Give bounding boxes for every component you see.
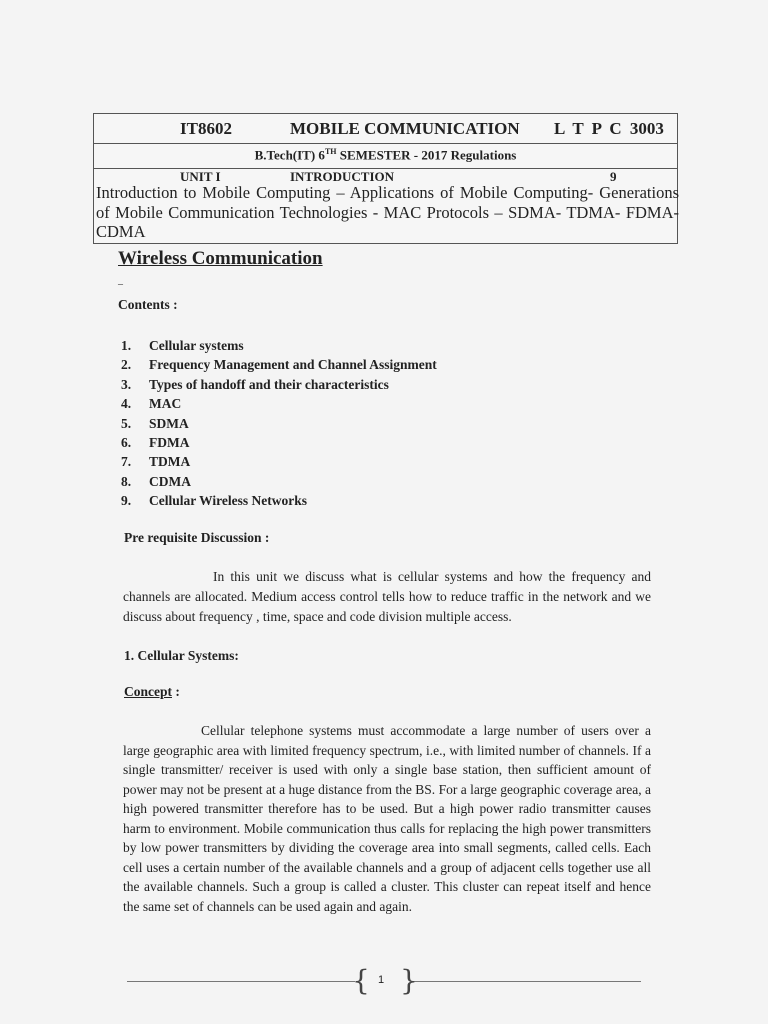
dash-mark: – bbox=[118, 279, 123, 290]
list-item: 1. Cellular systems bbox=[121, 338, 244, 353]
list-item: 2. Frequency Management and Channel Assignment bbox=[121, 357, 437, 373]
right-brace-icon: } bbox=[400, 964, 418, 997]
prereq-paragraph: In this unit we discuss what is cellular systems and how the frequency and channels are allocated. Medium access control tells how to reduce traffic in the network and we discuss about frequency , time, space and code division multiple access. bbox=[123, 569, 651, 624]
prereq-label: Pre requisite Discussion : bbox=[124, 530, 270, 545]
contents-label: Contents : bbox=[118, 297, 178, 312]
course-header-row bbox=[94, 114, 677, 144]
unit-title: INTRODUCTION bbox=[290, 169, 395, 184]
program-row bbox=[94, 143, 677, 169]
unit-hours: 9 bbox=[610, 169, 617, 184]
contents-list bbox=[121, 336, 437, 511]
ltpc-credits: L T P C 3003 bbox=[554, 119, 664, 138]
footer-rule-right bbox=[413, 981, 641, 982]
page-number: 1 bbox=[378, 974, 385, 986]
program-semester: B.Tech(IT) 6TH SEMESTER - 2017 Regulations bbox=[254, 147, 517, 163]
list-item: 9. Cellular Wireless Networks bbox=[121, 493, 307, 509]
unit-label: UNIT I bbox=[180, 169, 221, 184]
course-code: IT8602 bbox=[180, 119, 232, 138]
list-item: 6. FDMA bbox=[121, 434, 190, 450]
left-brace-icon: { bbox=[352, 964, 370, 997]
list-item: 8. CDMA bbox=[121, 473, 191, 489]
list-item: 5. SDMA bbox=[121, 415, 189, 431]
course-header-table bbox=[93, 113, 678, 244]
concept-label: Concept : bbox=[124, 684, 180, 699]
concept-paragraph: Cellular telephone systems must accommodate a large number of users over a large geographic area with limited frequency spectrum, i.e., with limited number of channels. If a single transmitter/ receiver is used with only a single base station, then sufficient amount of power may not be present at a huge distance from the BS. For a large geographic coverage area, a high powered transmitter therefore has to be used. But a high power radio transmitter causes harm to environment. Mobile communication thus calls for replacing the high power transmitters by low power transmitters by dividing the coverage area into small segments, called cells. Each cell uses a certain number of the available channels and a group of adjacent cells together use all the available channels. Such a group is called a cluster. This cluster can repeat itself and hence the same set of channels can be used again and again. bbox=[123, 723, 651, 914]
section-title: Wireless Communication bbox=[118, 248, 323, 269]
list-item: 7. TDMA bbox=[121, 454, 191, 470]
list-item: 4. MAC bbox=[121, 396, 182, 412]
unit-syllabus: Introduction to Mobile Computing – Applications of Mobile Computing- Generations of Mobile Communication Technologies - MAC Protocols – SDMA- TDMA- FDMA- CDMA bbox=[96, 183, 679, 241]
cellular-heading: 1. Cellular Systems: bbox=[124, 648, 239, 663]
list-item: 3. Types of handoff and their characteristics bbox=[121, 376, 389, 392]
course-title: MOBILE COMMUNICATION bbox=[290, 119, 520, 138]
footer-rule-left bbox=[127, 981, 355, 982]
